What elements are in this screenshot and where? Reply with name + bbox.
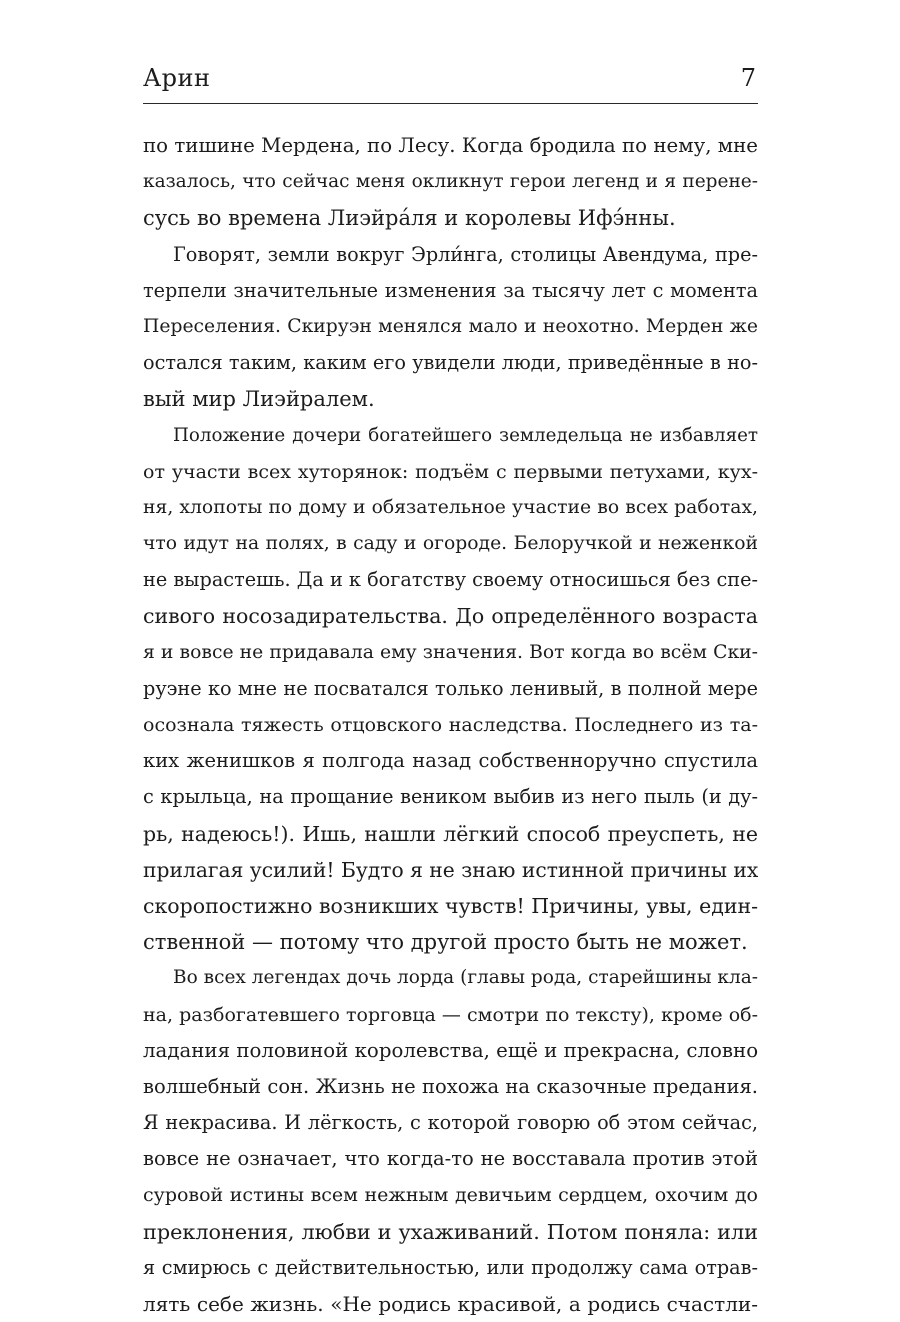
text-line: я и вовсе не придавала ему значения. Вот когда во всём Ски-: [143, 641, 758, 663]
text-line: прилагая усилий! Будто я не знаю истинной причины их: [143, 857, 758, 882]
text-line: остался таким, каким его увидели люди, приведённые в но-: [143, 351, 758, 375]
running-header: [143, 64, 758, 100]
text-line: от участи всех хуторянок: подъём с первыми петухами, кух-: [143, 460, 758, 483]
text-line: ственной — потому что другой просто быть не может.: [143, 930, 748, 955]
text-line: Я некрасива. И лёгкость, с которой говорю об этом сейчас,: [143, 1111, 758, 1135]
text-line: волшебный сон. Жизнь не похожа на сказочные предания.: [143, 1074, 758, 1098]
text-line: не вырастешь. Да и к богатству своему относишься без спе-: [143, 568, 758, 592]
text-line: руэне ко мне не посватался только ленивый, в полной мере: [143, 676, 758, 700]
body-text: [143, 128, 758, 1322]
text-line: Положение дочери богатейшего земледельца не избавляет: [173, 424, 758, 446]
text-line: рь, надеюсь!). Ишь, нашли лёгкий способ преуспеть, не: [143, 821, 758, 846]
running-title: Арин: [143, 64, 211, 92]
text-line: ких женишков я полгода назад собственноручно спустила: [143, 749, 758, 773]
text-line: ладания половиной королевства, ещё и прекрасна, словно: [143, 1038, 758, 1062]
text-line: вовсе не означает, что когда-то не восставала против этой: [143, 1147, 758, 1171]
text-line: что идут на полях, в саду и огороде. Белоручкой и неженкой: [143, 533, 758, 555]
text-line: Переселения. Скируэн менялся мало и неохотно. Мерден же: [143, 315, 758, 337]
text-line: вый мир Лиэйралем.: [143, 387, 375, 412]
text-line: лять себе жизнь. «Не родись красивой, а родись счастли-: [143, 1292, 758, 1316]
text-line: по тишине Мердена, по Лесу. Когда бродила по нему, мне: [143, 134, 758, 157]
text-line: казалось, что сейчас меня окликнут герои легенд и я перене-: [143, 171, 758, 193]
text-line: сусь во времена Лиэйра́ля и королевы Ифэ́нны.: [143, 206, 676, 231]
text-line: суровой истины всем нежным девичьим сердцем, охочим до: [143, 1184, 758, 1207]
text-line: на, разбогатевшего торговца — смотри по тексту), кроме об-: [143, 1003, 758, 1026]
header-rule: [143, 103, 758, 104]
text-line: осознала тяжесть отцовского наследства. Последнего из та-: [143, 714, 758, 736]
text-line: с крыльца, на прощание веником выбив из него пыль (и ду-: [143, 785, 758, 809]
text-line: Говорят, земли вокруг Эрли́нга, столицы Авендума, пре-: [173, 242, 758, 266]
text-line: терпели значительные изменения за тысячу лет с момента: [143, 278, 758, 302]
text-line: преклонения, любви и ухаживаний. Потом поняла: или: [143, 1219, 758, 1244]
text-line: ня, хлопоты по дому и обязательное участие во всех работах,: [143, 496, 758, 518]
text-line: Во всех легендах дочь лорда (главы рода, старейшины кла-: [173, 967, 758, 989]
text-line: я смирюсь с действительностью, или продолжу сама отрав-: [143, 1255, 758, 1279]
text-line: сивого носозадирательства. До определённого возраста: [143, 604, 758, 629]
text-line: скоропостижно возникших чувств! Причины, увы, един-: [143, 893, 758, 918]
page-number: 7: [740, 64, 756, 92]
